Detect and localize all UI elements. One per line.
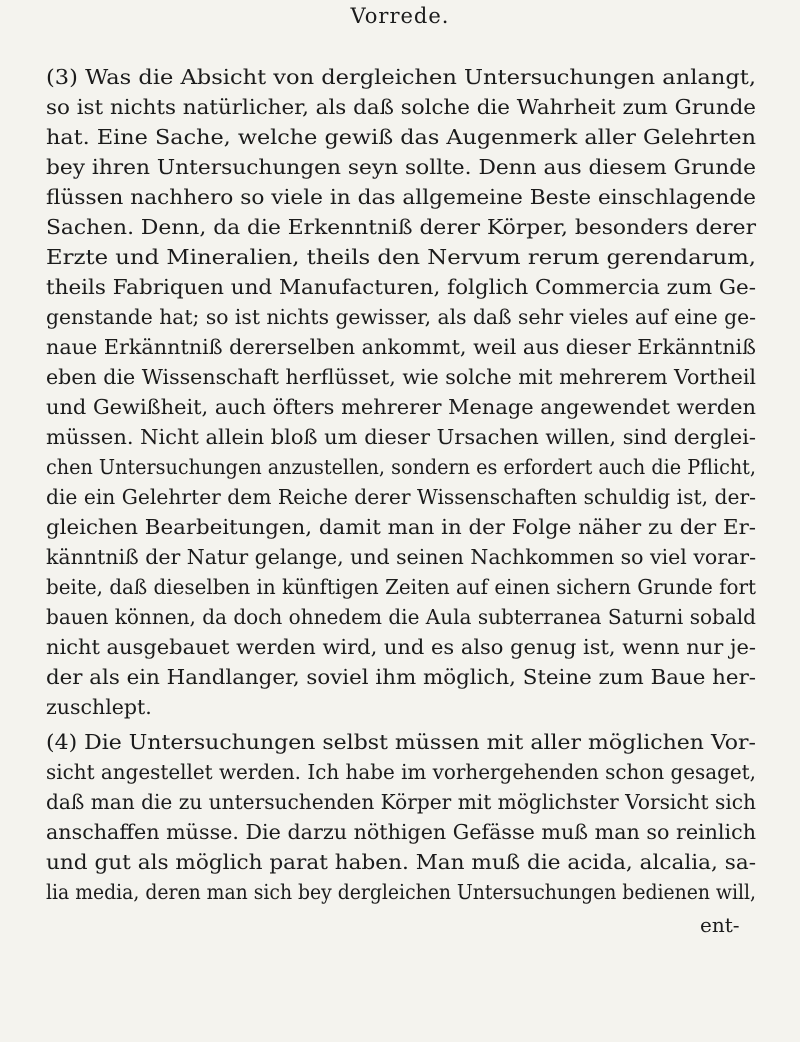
text-line: gleichen Bearbeitungen, damit man in der Folge näher zu der Er- (46, 515, 756, 539)
text-line: daß man die zu untersuchenden Körper mit möglichster Vorsicht sich (46, 790, 756, 814)
text-line: beite, daß dieselben in künftigen Zeiten auf einen sichern Grunde fort (46, 575, 756, 599)
text-line: flüssen nachhero so viele in das allgemeine Beste einschlagende (46, 185, 757, 209)
text-line: die ein Gelehrter dem Reiche derer Wissenschaften schuldig ist, der- (46, 485, 756, 509)
text-line: theils Fabriquen und Manufacturen, folglich Commercia zum Ge- (46, 275, 756, 299)
text-line: hat. Eine Sache, welche gewiß das Augenmerk aller Gelehrten (46, 125, 756, 149)
text-line: zuschlept. (46, 695, 152, 719)
text-line: müssen. Nicht allein bloß um dieser Ursachen willen, sind derglei- (46, 425, 756, 449)
text-line: (3) Was die Absicht von dergleichen Untersuchungen anlangt, (46, 65, 756, 89)
text-line: chen Untersuchungen anzustellen, sondern es erfordert auch die Pflicht, (46, 455, 756, 479)
catchword: ent- (700, 913, 740, 937)
text-line: naue Erkänntniß dererselben ankommt, weil aus dieser Erkänntniß (46, 335, 756, 359)
text-line: nicht ausgebauet werden wird, und es also genug ist, wenn nur je- (46, 635, 756, 659)
text-line: und Gewißheit, auch öfters mehrerer Menage angewendet werden (46, 395, 756, 419)
text-line: (4) Die Untersuchungen selbst müssen mit aller möglichen Vor- (46, 730, 756, 754)
text-line: sicht angestellet werden. Ich habe im vorhergehenden schon gesaget, (46, 760, 756, 784)
text-line: so ist nichts natürlicher, als daß solche die Wahrheit zum Grunde (46, 95, 756, 119)
text-line: anschaffen müsse. Die darzu nöthigen Gefässe muß man so reinlich (46, 820, 756, 844)
text-line: Sachen. Denn, da die Erkenntniß derer Körper, besonders derer (46, 215, 756, 239)
text-line: bauen können, da doch ohnedem die Aula subterranea Saturni sobald (46, 605, 756, 629)
running-head: Vorrede. (350, 4, 450, 28)
text-line: bey ihren Untersuchungen seyn sollte. Denn aus diesem Grunde (46, 155, 757, 179)
text-line: lia media, deren man sich bey dergleichen Untersuchungen bedienen will, (46, 880, 756, 904)
text-line: genstande hat; so ist nichts gewisser, als daß sehr vieles auf eine ge- (46, 305, 756, 329)
text-line: eben die Wissenschaft herflüsset, wie solche mit mehrerem Vortheil (46, 365, 756, 389)
text-line: der als ein Handlanger, soviel ihm möglich, Steine zum Baue her- (46, 665, 756, 689)
text-line: und gut als möglich parat haben. Man muß die acida, alcalia, sa- (46, 850, 756, 874)
text-line: Erzte und Mineralien, theils den Nervum rerum gerendarum, (46, 245, 756, 269)
text-line: känntniß der Natur gelange, und seinen Nachkommen so viel vorar- (46, 545, 756, 569)
